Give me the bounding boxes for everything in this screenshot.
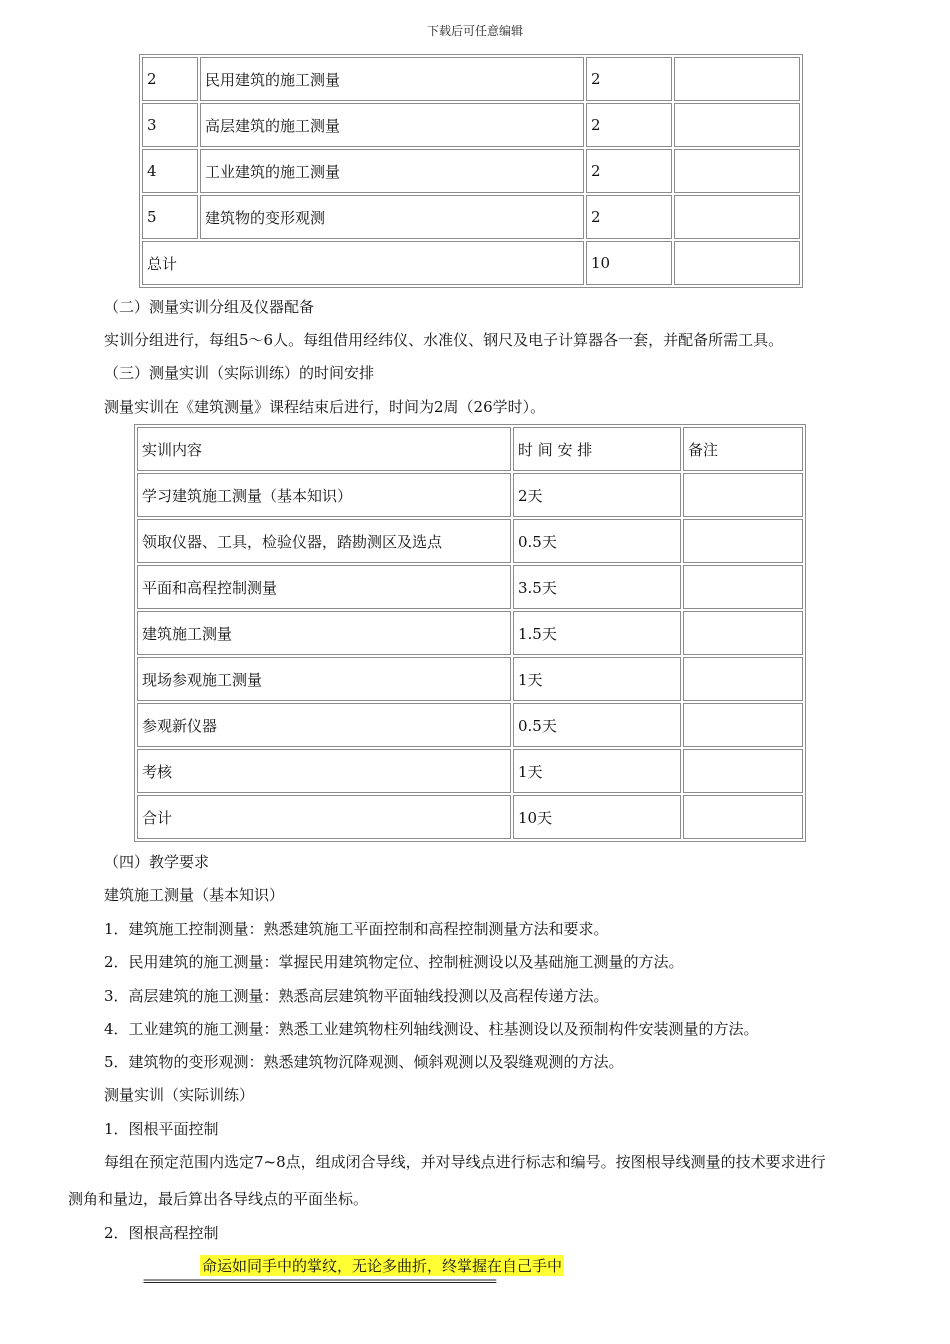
section-3-title: （三）测量实训（实际训练）的时间安排 (104, 364, 375, 382)
row-content: 工业建筑的施工测量 (200, 149, 584, 193)
table-row (137, 565, 803, 609)
basic-item-1: 1．建筑施工控制测量：熟悉建筑施工平面控制和高程控制测量方法和要求。 (104, 920, 609, 938)
row-note (674, 103, 800, 147)
row-content: 建筑施工测量 (137, 611, 511, 655)
row-content: 参观新仪器 (137, 703, 511, 747)
basic-item-4: 4．工业建筑的施工测量：熟悉工业建筑物柱列轴线测设、柱基测设以及预制构件安装测量的方法。 (104, 1020, 759, 1038)
row-time: 10天 (513, 795, 681, 839)
footer-rule: ============================================================ (143, 1275, 496, 1287)
table-row (137, 795, 803, 839)
header-time: 时 间 安 排 (513, 427, 681, 471)
practice-item-2-title: 2．图根高程控制 (104, 1224, 219, 1242)
practice-item-1-text-line-2: 测角和量边，最后算出各导线点的平面坐标。 (68, 1190, 369, 1208)
table-row (137, 611, 803, 655)
schedule-table (134, 424, 806, 842)
row-time: 3.5天 (513, 565, 681, 609)
section-2-text: 实训分组进行，每组5～6人。每组借用经纬仪、水准仪、钢尺及电子计算器各一套，并配备所需工具。 (104, 331, 784, 349)
row-content: 平面和高程控制测量 (137, 565, 511, 609)
total-note (674, 241, 800, 285)
row-hours: 2 (586, 57, 672, 101)
row-content: 领取仪器、工具，检验仪器，踏勘测区及选点 (137, 519, 511, 563)
row-number: 3 (142, 103, 198, 147)
row-time: 2天 (513, 473, 681, 517)
row-number: 5 (142, 195, 198, 239)
row-number: 2 (142, 57, 198, 101)
row-hours: 2 (586, 103, 672, 147)
page-header: 下载后可任意编辑 (426, 24, 523, 38)
table-header-row (137, 427, 803, 471)
basic-item-5: 5．建筑物的变形观测：熟悉建筑物沉降观测、倾斜观测以及裂缝观测的方法。 (104, 1053, 624, 1071)
table-row (137, 473, 803, 517)
table-total-row (142, 241, 800, 285)
basic-item-2: 2．民用建筑的施工测量：掌握民用建筑物定位、控制桩测设以及基础施工测量的方法。 (104, 953, 684, 971)
table-row (137, 657, 803, 701)
table-row (137, 703, 803, 747)
row-content: 高层建筑的施工测量 (200, 103, 584, 147)
row-number: 4 (142, 149, 198, 193)
basic-item-3: 3．高层建筑的施工测量：熟悉高层建筑物平面轴线投测以及高程传递方法。 (104, 987, 609, 1005)
table-row (142, 57, 800, 101)
row-note (683, 749, 803, 793)
row-content: 现场参观施工测量 (137, 657, 511, 701)
table-row (142, 149, 800, 193)
basic-knowledge-title: 建筑施工测量（基本知识） (104, 886, 285, 904)
row-time: 1天 (513, 749, 681, 793)
row-time: 0.5天 (513, 519, 681, 563)
section-3-text: 测量实训在《建筑测量》课程结束后进行，时间为2周（26学时）。 (104, 398, 546, 416)
table-row (142, 103, 800, 147)
header-note: 备注 (683, 427, 803, 471)
row-time: 1.5天 (513, 611, 681, 655)
table-row (137, 749, 803, 793)
row-note (683, 565, 803, 609)
practice-item-1-title: 1．图根平面控制 (104, 1120, 219, 1138)
row-content: 建筑物的变形观测 (200, 195, 584, 239)
row-note (683, 703, 803, 747)
row-hours: 2 (586, 149, 672, 193)
row-note (674, 57, 800, 101)
row-hours: 2 (586, 195, 672, 239)
table-row (137, 519, 803, 563)
row-content: 考核 (137, 749, 511, 793)
row-content: 合计 (137, 795, 511, 839)
practice-title: 测量实训（实际训练） (104, 1086, 255, 1104)
row-note (683, 473, 803, 517)
course-hours-table (139, 54, 803, 288)
section-4-title: （四）教学要求 (104, 853, 210, 871)
practice-item-1-text-line-1: 每组在预定范围内选定7~8点，组成闭合导线，并对导线点进行标志和编号。按图根导线测量的技术要求进行 (104, 1153, 826, 1171)
row-content: 学习建筑施工测量（基本知识） (137, 473, 511, 517)
total-hours: 10 (586, 241, 672, 285)
row-note (674, 195, 800, 239)
row-time: 0.5天 (513, 703, 681, 747)
footer-motto: 命运如同手中的掌纹，无论多曲折，终掌握在自己手中 (202, 1257, 563, 1275)
row-note (674, 149, 800, 193)
row-note (683, 657, 803, 701)
row-note (683, 611, 803, 655)
row-time: 1天 (513, 657, 681, 701)
row-note (683, 519, 803, 563)
section-2-title: （二）测量实训分组及仪器配备 (104, 298, 315, 316)
table-row (142, 195, 800, 239)
row-content: 民用建筑的施工测量 (200, 57, 584, 101)
header-content: 实训内容 (137, 427, 511, 471)
row-note (683, 795, 803, 839)
total-label: 总计 (142, 241, 584, 285)
